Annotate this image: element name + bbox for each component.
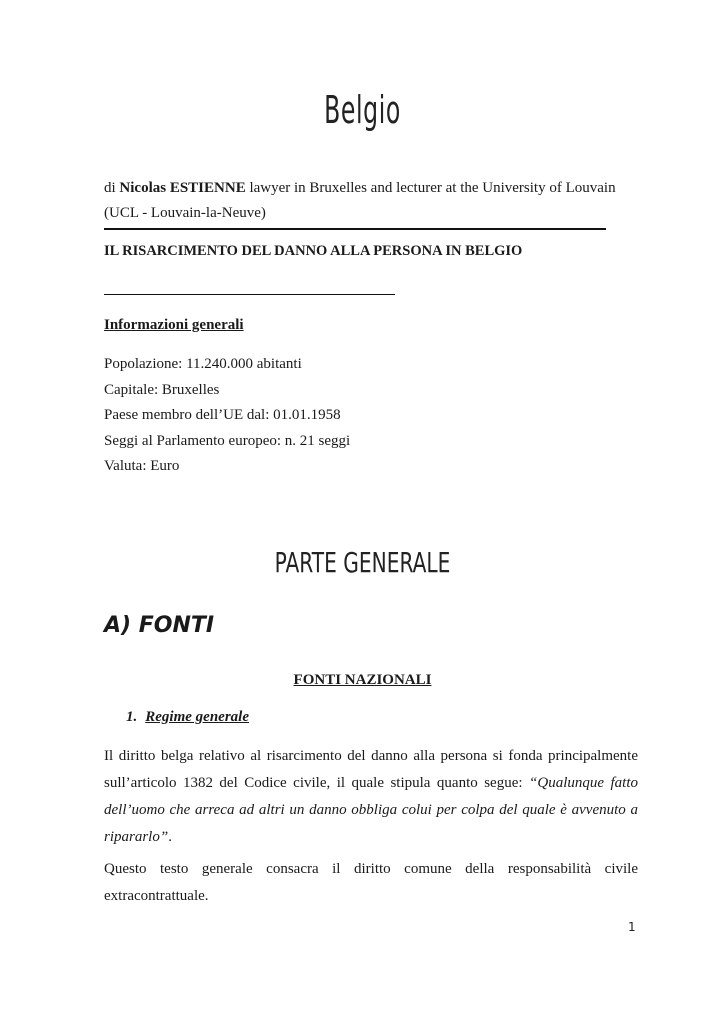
author-affiliation-cont: (UCL - Louvain-la-Neuve) bbox=[104, 205, 266, 221]
author-prefix: di bbox=[104, 180, 120, 196]
main-heading: IL RISARCIMENTO DEL DANNO ALLA PERSONA IN BELGIO bbox=[104, 243, 523, 259]
regime-number: 1. bbox=[126, 709, 138, 725]
regime-label: Regime generale bbox=[145, 709, 249, 725]
document-title: Belgio bbox=[324, 88, 401, 132]
paragraph-1 bbox=[104, 743, 638, 851]
page-number: 1 bbox=[628, 920, 636, 934]
section-title: PARTE GENERALE bbox=[274, 546, 451, 579]
paragraph-1-quote: “Qualunque fatto dell’uomo che arreca ad altri un danno obbliga colui per colpa del quale è avvenuto a ripararlo” bbox=[104, 775, 638, 845]
subsection-title: A) FONTI bbox=[104, 613, 215, 638]
paragraph-1-text: Il diritto belga relativo al risarcimento del danno alla persona si fonda principalmente sull’articolo 1382 del Codice civile, il quale stipula quanto segue: bbox=[104, 748, 638, 791]
regime-heading bbox=[126, 709, 249, 726]
author-name: Nicolas ESTIENNE bbox=[119, 180, 246, 196]
paragraph-2: Questo testo generale consacra il diritto comune della responsabilità civile extracontrattuale. bbox=[104, 861, 638, 904]
info-heading: Informazioni generali bbox=[104, 317, 244, 333]
info-item: Seggi al Parlamento europeo: n. 21 seggi bbox=[104, 432, 351, 449]
author-line bbox=[104, 176, 624, 226]
horizontal-rule bbox=[104, 228, 606, 230]
info-item: Capitale: Bruxelles bbox=[104, 381, 220, 398]
fonti-heading: FONTI NAZIONALI bbox=[293, 672, 432, 688]
author-affiliation: lawyer in Bruxelles and lecturer at the University of Louvain bbox=[245, 180, 616, 196]
info-item: Paese membro dell’UE dal: 01.01.1958 bbox=[104, 407, 341, 423]
info-item: Popolazione: 11.240.000 abitanti bbox=[104, 356, 302, 372]
info-item: Valuta: Euro bbox=[104, 458, 180, 474]
paragraph-1-end: . bbox=[168, 829, 172, 845]
short-rule bbox=[104, 294, 395, 295]
info-list bbox=[104, 352, 350, 480]
